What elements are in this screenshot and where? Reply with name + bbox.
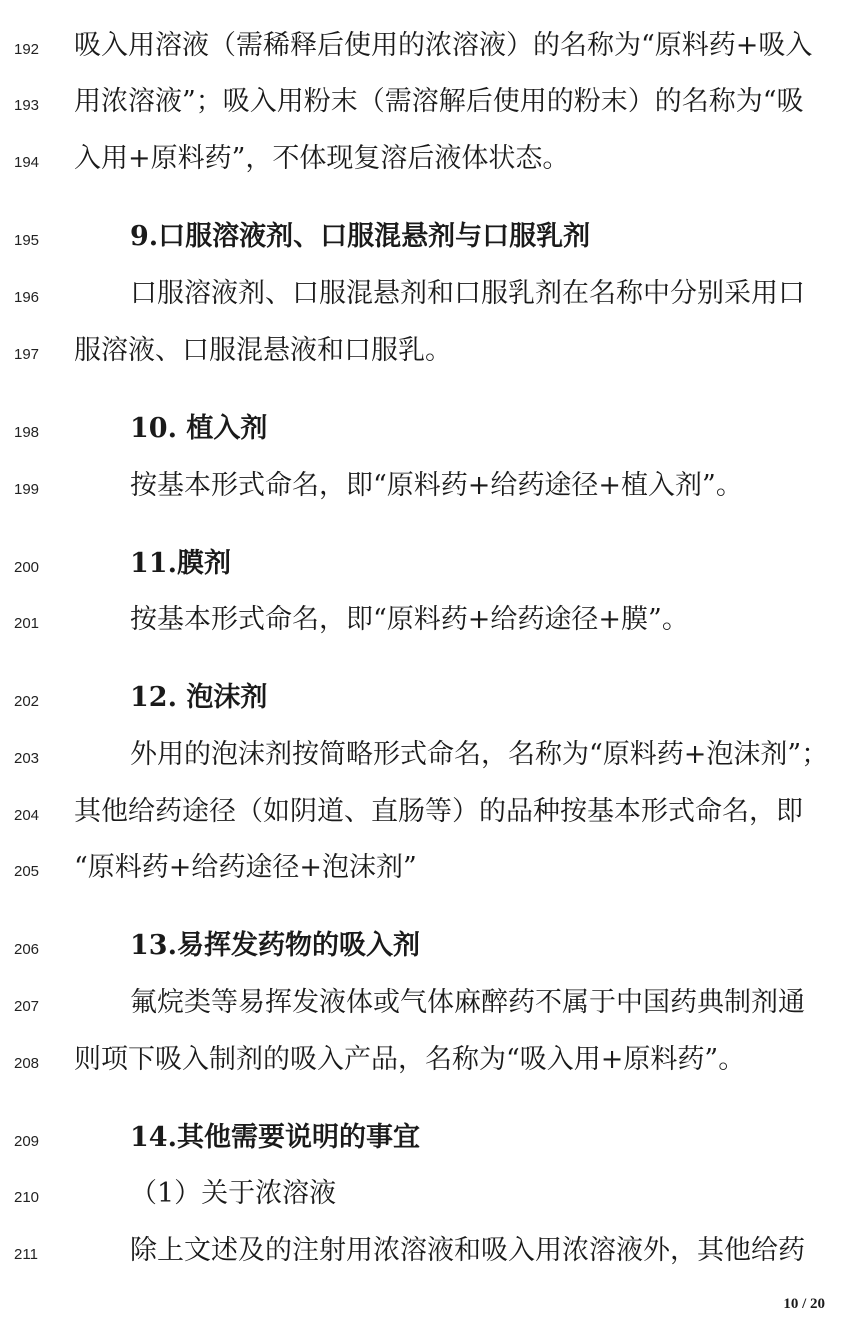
line-number: 211	[14, 1246, 38, 1263]
text-line: 其他给药途径（如阴道、直肠等）的品种按基本形式命名，即	[74, 796, 803, 827]
section-heading: 12. 泡沫剂	[130, 682, 268, 713]
line-number: 206	[14, 941, 40, 958]
line-number: 201	[14, 615, 40, 632]
line-number: 202	[14, 693, 40, 710]
section-heading: 14.其他需要说明的事宜	[130, 1122, 420, 1153]
text-line: 氟烷类等易挥发液体或气体麻醉药不属于中国药典制剂通	[130, 987, 805, 1018]
line-number: 204	[14, 807, 40, 824]
section-heading: 10. 植入剂	[130, 413, 268, 444]
text-line: 用浓溶液”；吸入用粉末（需溶解后使用的粉末）的名称为“吸	[74, 86, 804, 117]
text-line: 吸入用溶液（需稀释后使用的浓溶液）的名称为“原料药+吸入	[74, 30, 813, 61]
text-line: 入用+原料药”，不体现复溶后液体状态。	[74, 143, 570, 174]
line-number: 193	[14, 97, 40, 114]
line-number: 207	[14, 998, 40, 1015]
text-line: “原料药+给药途径+泡沫剂”	[74, 852, 417, 883]
line-number: 196	[14, 289, 40, 306]
line-number: 209	[14, 1133, 40, 1150]
text-line: 按基本形式命名，即“原料药+给药途径+植入剂”。	[130, 470, 743, 501]
line-number: 194	[14, 154, 40, 171]
text-line: 外用的泡沫剂按简略形式命名，名称为“原料药+泡沫剂”；	[130, 739, 829, 770]
text-line: 则项下吸入制剂的吸入产品，名称为“吸入用+原料药”。	[74, 1044, 746, 1075]
text-line: 口服溶液剂、口服混悬剂和口服乳剂在名称中分别采用口	[130, 278, 805, 309]
line-number: 200	[14, 559, 40, 576]
section-heading: 9.口服溶液剂、口服混悬剂与口服乳剂	[130, 221, 591, 252]
line-number: 192	[14, 41, 40, 58]
line-number: 198	[14, 424, 40, 441]
line-number: 210	[14, 1189, 40, 1206]
line-number: 199	[14, 481, 40, 498]
subsection-label: （1）关于浓溶液	[130, 1178, 337, 1209]
text-line: 按基本形式命名，即“原料药+给药途径+膜”。	[130, 604, 689, 635]
line-number: 195	[14, 232, 40, 249]
text-line: 服溶液、口服混悬液和口服乳。	[74, 335, 452, 366]
section-heading: 13.易挥发药物的吸入剂	[130, 930, 420, 961]
line-number: 203	[14, 750, 40, 767]
line-number: 208	[14, 1055, 40, 1072]
line-number: 205	[14, 863, 40, 880]
section-heading: 11.膜剂	[130, 548, 231, 579]
line-number: 197	[14, 346, 40, 363]
page-number: 10 / 20	[783, 1296, 825, 1312]
text-line: 除上文述及的注射用浓溶液和吸入用浓溶液外，其他给药	[130, 1235, 805, 1266]
